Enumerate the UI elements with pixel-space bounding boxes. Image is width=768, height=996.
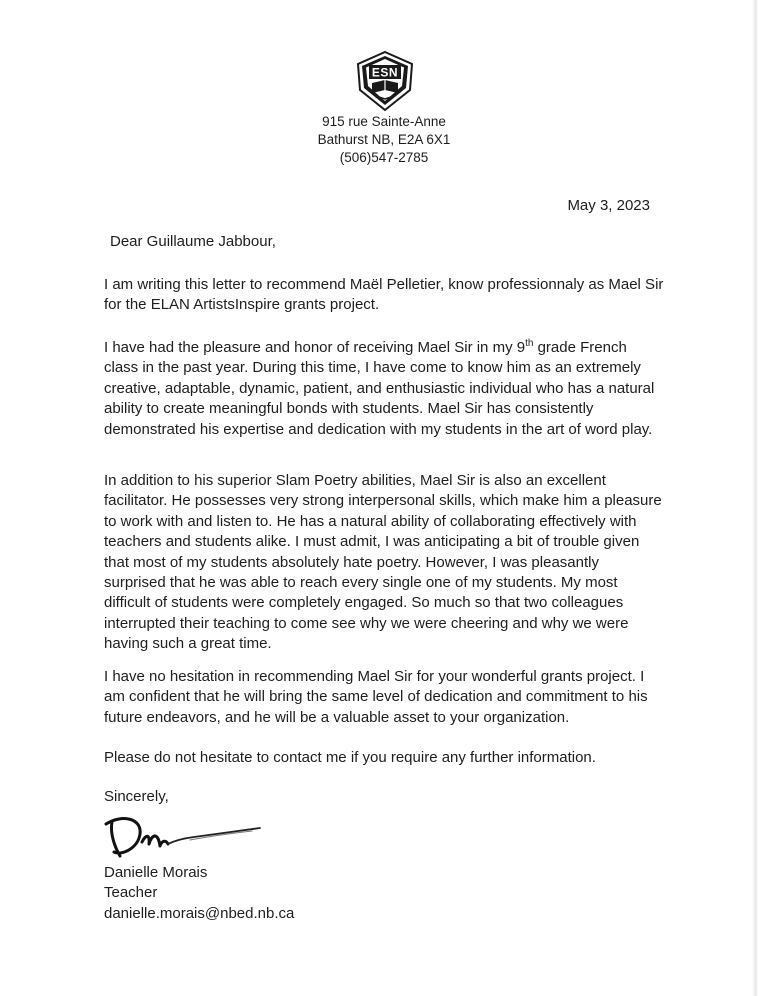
signature-block xyxy=(104,863,294,924)
address-city: Bathurst NB, E2A 6X1 xyxy=(317,132,451,147)
closing: Sincerely, xyxy=(104,788,169,805)
paragraph-experience xyxy=(104,338,664,440)
letter-date: May 3, 2023 xyxy=(567,197,650,214)
svg-text:ESN: ESN xyxy=(371,65,399,80)
paragraph-experience-text-b: grade French class in the past year. During this time, I have come to know him as an extremely creative, adaptable, dynamic, patient, and enthusiastic individual who has a natural ability to create meaningful bonds with students. Mael Sir has consistently demonstrated his expertise and dedication with my students in the art of word play. xyxy=(104,339,655,438)
signer-name: Danielle Morais xyxy=(104,864,208,881)
school-crest-logo xyxy=(354,50,416,112)
address-street: 915 rue Sainte-Anne xyxy=(322,114,446,129)
paragraph-introduction: I am writing this letter to recommend Maël Pelletier, know professionnaly as Mael Sir for the ELAN ArtistsInspire grants project. xyxy=(104,276,664,314)
signer-title: Teacher xyxy=(104,884,158,902)
letterhead-address xyxy=(0,113,768,167)
signer-email: danielle.morais@nbed.nb.ca xyxy=(104,904,295,922)
salutation: Dear Guillaume Jabbour, xyxy=(110,233,276,250)
paragraph-skills: In addition to his superior Slam Poetry abilities, Mael Sir is also an excellent facilitator. He possesses very strong interpersonal skills, which make him a pleasure to work with and listen to. He has a natural ability of collaborating effectively with teachers and students alike. I must admit, I was anticipating a bit of trouble given that most of my students absolutely hate poetry. However, I was pleasantly surprised that he was able to reach every single one of my students. My most difficult of students were completely engaged. So much so that two colleagues interrupted their teaching to come see why we were cheering and why we were having such a great time. xyxy=(104,472,662,653)
address-phone: (506)547-2785 xyxy=(339,150,429,165)
handwritten-signature xyxy=(102,810,262,866)
paragraph-recommendation: I have no hesitation in recommending Mael Sir for your wonderful grants project. I am confident that he will bring the same level of dedication and commitment to his future endeavors, and he will be a valuable asset to your organization. xyxy=(104,668,648,726)
paragraph-contact: Please do not hesitate to contact me if you require any further information. xyxy=(104,749,596,766)
ordinal-superscript: th xyxy=(525,338,534,349)
paragraph-experience-text-a: I have had the pleasure and honor of receiving Mael Sir in my 9 xyxy=(104,339,526,356)
